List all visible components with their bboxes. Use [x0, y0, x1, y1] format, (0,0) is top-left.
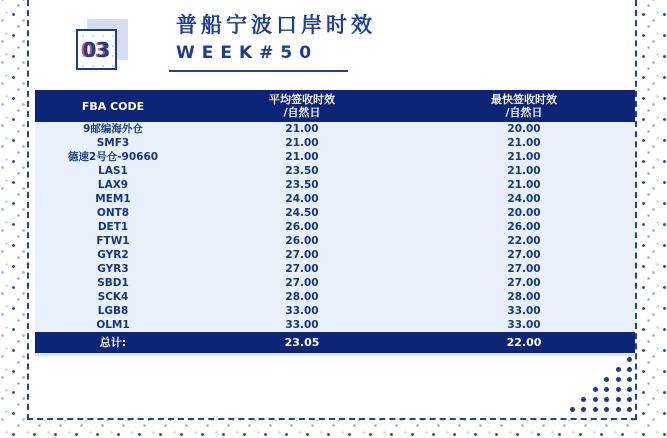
table-row	[35, 220, 635, 234]
decorative-dot	[616, 377, 621, 382]
fastest-time-cell: 27.00	[507, 277, 541, 289]
section-number: 03	[82, 37, 111, 62]
fba-code-cell: DET1	[97, 221, 129, 233]
column-header-fastest-time: 最快签收时效 /自然日	[491, 93, 557, 119]
total-avg-value: 23.05	[284, 335, 320, 349]
decorative-dot	[627, 377, 632, 382]
fastest-time-cell: 33.00	[507, 319, 541, 331]
table-body	[35, 122, 635, 332]
fba-code-cell: SMF3	[96, 137, 130, 149]
table-row	[35, 150, 635, 164]
decorative-dot	[616, 387, 621, 392]
fba-code-cell: SBD1	[97, 277, 129, 289]
table-bottom-strip	[35, 353, 635, 356]
column-header-avg-time: 平均签收时效 /自然日	[269, 93, 335, 119]
total-fastest-value: 22.00	[506, 335, 542, 349]
section-number-badge	[76, 29, 117, 70]
avg-time-cell: 26.00	[285, 235, 319, 247]
week-subtitle: WEEK#50	[176, 43, 319, 63]
table-row	[35, 276, 635, 290]
table-row	[35, 290, 635, 304]
avg-time-cell: 21.00	[285, 151, 319, 163]
decorative-dot	[604, 397, 609, 402]
decorative-dot	[604, 407, 609, 412]
fastest-time-cell: 22.00	[507, 235, 541, 247]
avg-time-cell: 27.00	[285, 249, 319, 261]
fba-code-cell: ONT8	[96, 207, 130, 219]
decorative-dot	[627, 367, 632, 372]
table-row	[35, 318, 635, 332]
avg-time-cell: 26.00	[285, 221, 319, 233]
avg-time-cell: 21.00	[285, 137, 319, 149]
fastest-time-cell: 21.00	[507, 137, 541, 149]
decorative-dot	[616, 397, 621, 402]
decorative-dot	[581, 397, 586, 402]
total-label: 总计:	[99, 335, 127, 349]
decorative-dot	[604, 377, 609, 382]
decorative-dot	[627, 407, 632, 412]
fastest-time-cell: 21.00	[507, 165, 541, 177]
decorative-dot	[604, 387, 609, 392]
avg-time-cell: 21.00	[285, 123, 319, 135]
page-title-block	[176, 11, 376, 65]
table-row	[35, 248, 635, 262]
decorative-dot	[593, 387, 598, 392]
fastest-time-cell: 20.00	[507, 207, 541, 219]
fastest-time-cell: 20.00	[507, 123, 541, 135]
column-header-fba-code: FBA CODE	[81, 99, 145, 113]
fastest-time-cell: 21.00	[507, 151, 541, 163]
table-row	[35, 122, 635, 136]
decorative-dot	[593, 397, 598, 402]
avg-time-cell: 23.50	[285, 179, 319, 191]
table-header-row	[35, 90, 635, 122]
avg-time-cell: 24.00	[285, 193, 319, 205]
table-row	[35, 234, 635, 248]
table-row	[35, 262, 635, 276]
decorative-dot	[570, 407, 575, 412]
fastest-time-cell: 33.00	[507, 305, 541, 317]
decorative-dot	[627, 397, 632, 402]
avg-time-cell: 24.50	[285, 207, 319, 219]
fastest-time-cell: 27.00	[507, 249, 541, 261]
avg-time-cell: 33.00	[285, 319, 319, 331]
decorative-dot	[627, 357, 632, 362]
timeliness-table	[35, 90, 635, 356]
table-row	[35, 192, 635, 206]
fba-code-cell: FTW1	[96, 235, 130, 247]
title-underline	[169, 70, 348, 72]
avg-time-cell: 27.00	[285, 263, 319, 275]
fastest-time-cell: 24.00	[507, 193, 541, 205]
fastest-time-cell: 21.00	[507, 179, 541, 191]
table-row	[35, 206, 635, 220]
avg-time-cell: 33.00	[285, 305, 319, 317]
table-row	[35, 304, 635, 318]
fba-code-cell: MEM1	[95, 193, 131, 205]
decorative-dot	[627, 387, 632, 392]
decorative-dot	[616, 407, 621, 412]
fba-code-cell: GYR3	[97, 263, 129, 275]
table-row	[35, 178, 635, 192]
table-row	[35, 164, 635, 178]
content-panel	[27, 0, 637, 420]
avg-time-cell: 28.00	[285, 291, 319, 303]
fastest-time-cell: 27.00	[507, 263, 541, 275]
fba-code-cell: OLM1	[96, 319, 130, 331]
table-total-row	[35, 332, 635, 353]
avg-time-cell: 27.00	[285, 277, 319, 289]
page-title: 普船宁波口岸时效	[176, 13, 376, 37]
avg-time-cell: 23.50	[285, 165, 319, 177]
fba-code-cell: GYR2	[97, 249, 129, 261]
fastest-time-cell: 28.00	[507, 291, 541, 303]
fba-code-cell: LAX9	[97, 179, 129, 191]
fba-code-cell: LAS1	[98, 165, 128, 177]
fba-code-cell: 9邮编海外仓	[83, 123, 143, 135]
fba-code-cell: SCK4	[97, 291, 129, 303]
fba-code-cell: LGB8	[97, 305, 129, 317]
decorative-dot	[581, 407, 586, 412]
decorative-dot	[616, 367, 621, 372]
fastest-time-cell: 26.00	[507, 221, 541, 233]
fba-code-cell: 德速2号仓-90660	[67, 151, 159, 163]
decorative-dot	[593, 407, 598, 412]
table-row	[35, 136, 635, 150]
dots-triangle-decoration	[552, 355, 632, 417]
